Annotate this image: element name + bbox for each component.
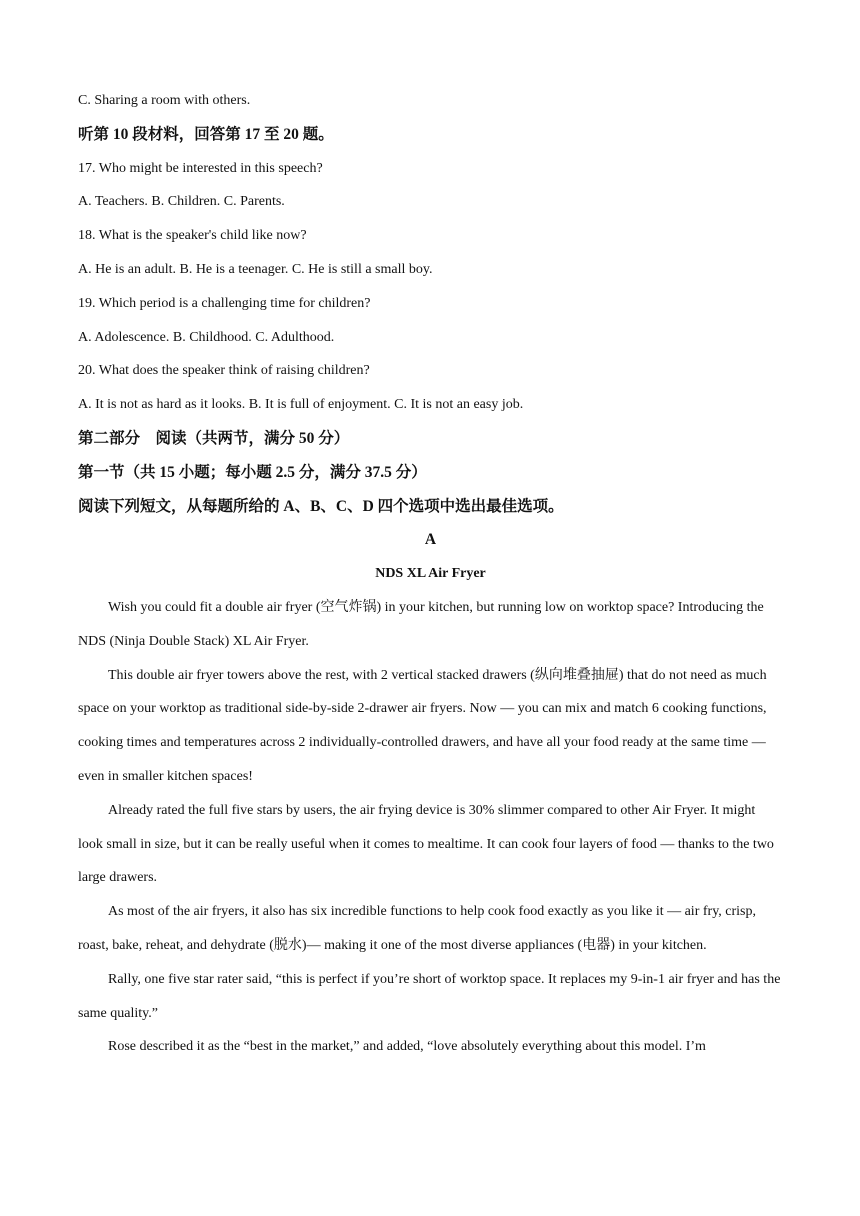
answers-19: A. Adolescence. B. Childhood. C. Adulthood. <box>78 329 335 345</box>
document-page <box>78 84 783 1064</box>
paragraph-1: Wish you could fit a double air fryer (空气炸锅) in your kitchen, but running low on worktop space? Introducing the NDS (Ninja Double Stack) XL Air Fryer. <box>78 599 764 649</box>
part-two-heading: 第二部分 阅读（共两节，满分 50 分） <box>78 429 350 447</box>
section-one-heading: 第一节（共 15 小题；每小题 2.5 分，满分 37.5 分） <box>78 463 427 481</box>
question-18: 18. What is the speaker's child like now? <box>78 228 307 244</box>
listening-section-heading: 听第 10 段材料，回答第 17 至 20 题。 <box>78 125 334 143</box>
question-19: 19. Which period is a challenging time for children? <box>78 295 371 311</box>
option-line-c: C. Sharing a room with others. <box>78 93 251 108</box>
question-20: 20. What does the speaker think of raising children? <box>78 363 370 379</box>
reading-instructions: 阅读下列短文，从每题所给的 A、B、C、D 四个选项中选出最佳选项。 <box>78 497 564 515</box>
paragraph-4: As most of the air fryers, it also has six incredible functions to help cook food exactly as you like it — air fry, crisp, roast, bake, reheat, and dehydrate (脱水)— making it one of the most diverse appliances (电器) in your kitchen. <box>78 904 756 953</box>
answers-20: A. It is not as hard as it looks. B. It is full of enjoyment. C. It is not an easy job. <box>78 397 524 413</box>
passage-title: NDS XL Air Fryer <box>375 566 486 582</box>
paragraph-3: Already rated the full five stars by users, the air frying device is 30% slimmer compared to other Air Fryer. It might look small in size, but it can be really useful when it comes to mealtime. It can cook four layers of food — thanks to the two large drawers. <box>78 802 774 886</box>
answers-17: A. Teachers. B. Children. C. Parents. <box>78 194 285 210</box>
paragraph-5: Rally, one five star rater said, “this is perfect if you’re short of worktop space. It replaces my 9-in-1 air fryer and has the same quality.” <box>78 971 781 1021</box>
passage-letter: A <box>424 531 437 549</box>
paragraph-2: This double air fryer towers above the rest, with 2 vertical stacked drawers (纵向堆叠抽屉) that do not need as much space on your worktop as traditional side-by-side 2-drawer air fryers. Now — you can mix and match 6 cooking functions, cooking times and temperatures across 2 individually-controlled drawers, and have all your food ready at the same time — even in smaller kitchen spaces! <box>78 667 767 784</box>
paragraph-6: Rose described it as the “best in the market,” and added, “love absolutely everything about this model. I’m <box>108 1039 706 1055</box>
answers-18: A. He is an adult. B. He is a teenager. C. He is still a small boy. <box>78 261 433 277</box>
question-17: 17. Who might be interested in this speech? <box>78 160 323 176</box>
